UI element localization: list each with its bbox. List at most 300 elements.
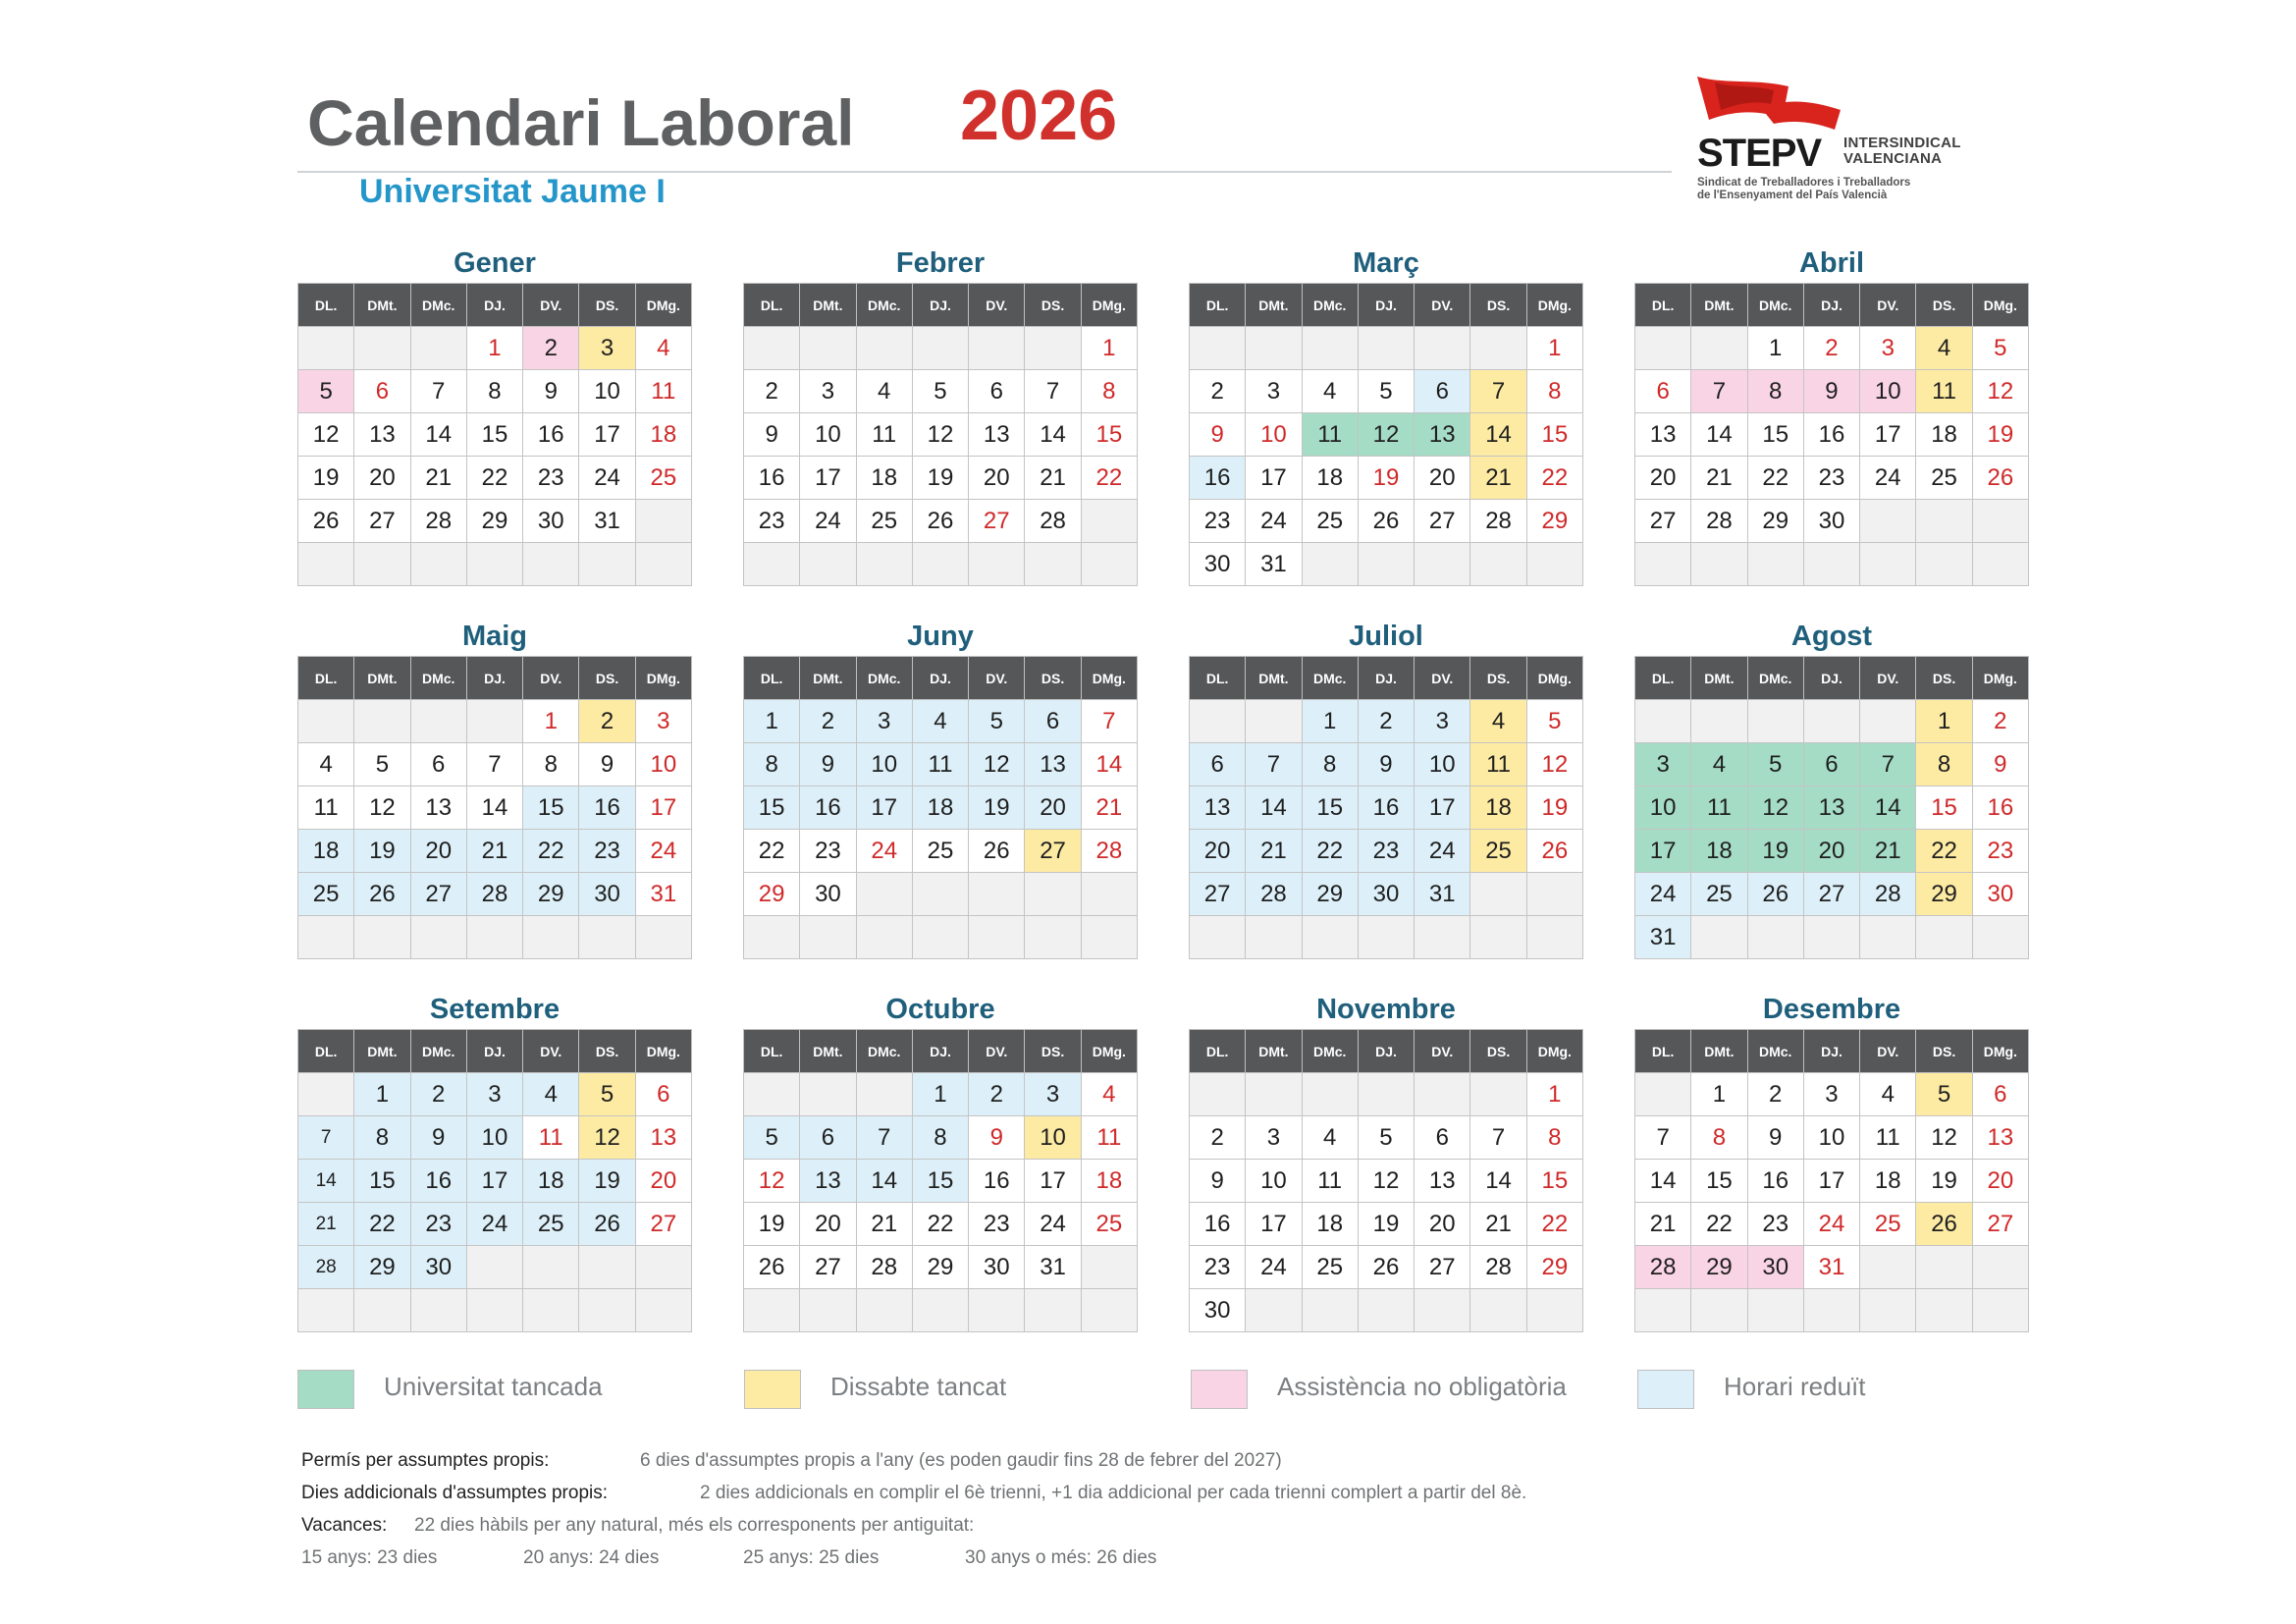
week-row <box>1635 786 2029 830</box>
day-cell: 30 <box>410 1246 466 1289</box>
day-cell: 28 <box>1470 500 1526 543</box>
empty-cell <box>856 1073 912 1116</box>
day-cell: 12 <box>1916 1116 1972 1160</box>
day-cell: 19 <box>298 457 354 500</box>
week-row <box>1190 457 1583 500</box>
empty-cell <box>1635 327 1691 370</box>
day-cell: 8 <box>1526 1116 1582 1160</box>
day-cell: 5 <box>744 1116 800 1160</box>
month-gener <box>297 244 692 586</box>
day-cell: 27 <box>800 1246 856 1289</box>
week-row <box>1190 1116 1583 1160</box>
week-row <box>744 457 1138 500</box>
day-cell: 29 <box>912 1246 968 1289</box>
empty-cell <box>1358 1289 1414 1332</box>
week-row <box>744 1160 1138 1203</box>
weekday-header: DMt. <box>1691 284 1747 327</box>
weekday-header: DJ. <box>466 657 522 700</box>
month-table <box>743 1029 1138 1332</box>
day-cell: 8 <box>1302 743 1358 786</box>
day-cell: 6 <box>1025 700 1081 743</box>
day-cell: 13 <box>800 1160 856 1203</box>
day-cell: 6 <box>635 1073 691 1116</box>
day-cell: 18 <box>1302 457 1358 500</box>
empty-cell <box>298 327 354 370</box>
day-cell: 19 <box>1972 413 2028 457</box>
week-row <box>744 370 1138 413</box>
month-setembre <box>297 990 692 1332</box>
empty-cell <box>466 1289 522 1332</box>
weekday-header: DL. <box>298 1030 354 1073</box>
day-cell: 19 <box>579 1160 635 1203</box>
empty-cell <box>856 873 912 916</box>
day-cell: 9 <box>523 370 579 413</box>
day-cell: 16 <box>1972 786 2028 830</box>
empty-cell <box>912 327 968 370</box>
day-cell: 22 <box>912 1203 968 1246</box>
empty-cell <box>579 916 635 959</box>
legend-label: Horari reduït <box>1724 1372 1866 1401</box>
day-cell: 4 <box>1081 1073 1137 1116</box>
day-cell: 10 <box>1803 1116 1859 1160</box>
day-cell: 4 <box>856 370 912 413</box>
day-cell: 3 <box>1025 1073 1081 1116</box>
day-cell: 18 <box>856 457 912 500</box>
day-cell: 17 <box>466 1160 522 1203</box>
weekday-header: DJ. <box>1358 657 1414 700</box>
day-cell: 1 <box>1081 327 1137 370</box>
empty-cell <box>800 1073 856 1116</box>
logo-line-2: VALENCIANA <box>1843 149 1943 167</box>
month-name: Setembre <box>429 994 561 1025</box>
weekday-header: DV. <box>1860 657 1916 700</box>
week-row <box>1190 370 1583 413</box>
day-cell: 17 <box>1246 457 1302 500</box>
empty-cell <box>1190 327 1246 370</box>
month-table <box>297 656 692 959</box>
day-cell: 14 <box>1246 786 1302 830</box>
empty-cell <box>1246 700 1302 743</box>
day-cell: 2 <box>1190 1116 1246 1160</box>
empty-cell <box>1470 543 1526 586</box>
month-table <box>1634 656 2029 959</box>
day-cell: 21 <box>1246 830 1302 873</box>
weekday-header: DS. <box>1025 1030 1081 1073</box>
empty-cell <box>1916 916 1972 959</box>
weekday-header-row <box>1190 1030 1583 1073</box>
weekday-header: DV. <box>969 1030 1025 1073</box>
day-cell: 29 <box>1916 873 1972 916</box>
day-cell: 11 <box>1916 370 1972 413</box>
day-cell: 17 <box>1025 1160 1081 1203</box>
weekday-header-row <box>298 657 692 700</box>
day-cell: 27 <box>1415 500 1470 543</box>
empty-cell <box>1526 1289 1582 1332</box>
day-cell: 14 <box>410 413 466 457</box>
day-cell: 13 <box>354 413 410 457</box>
day-cell: 13 <box>1635 413 1691 457</box>
weekday-header: DS. <box>1025 284 1081 327</box>
day-cell: 14 <box>1081 743 1137 786</box>
empty-cell <box>1916 543 1972 586</box>
day-cell: 26 <box>354 873 410 916</box>
day-cell: 1 <box>354 1073 410 1116</box>
weekday-header: DMg. <box>1972 284 2028 327</box>
day-cell: 22 <box>523 830 579 873</box>
day-cell: 16 <box>1190 1203 1246 1246</box>
day-cell: 13 <box>1190 786 1246 830</box>
day-cell: 20 <box>800 1203 856 1246</box>
day-cell: 23 <box>523 457 579 500</box>
empty-cell <box>466 543 522 586</box>
empty-cell <box>1635 1289 1691 1332</box>
day-cell: 30 <box>523 500 579 543</box>
weekday-header: DL. <box>1635 657 1691 700</box>
week-row <box>1635 916 2029 959</box>
empty-cell <box>298 700 354 743</box>
day-cell: 8 <box>744 743 800 786</box>
day-cell: 8 <box>1916 743 1972 786</box>
empty-cell <box>523 1289 579 1332</box>
stepv-logo <box>1683 75 1988 202</box>
weekday-header: DV. <box>523 284 579 327</box>
week-row <box>1635 500 2029 543</box>
empty-cell <box>1747 543 1803 586</box>
weekday-header-row <box>1190 657 1583 700</box>
month-juliol <box>1189 617 1583 959</box>
weekday-header: DMc. <box>1302 284 1358 327</box>
day-cell: 30 <box>1803 500 1859 543</box>
day-cell: 6 <box>410 743 466 786</box>
empty-cell <box>1470 1289 1526 1332</box>
day-cell: 25 <box>1860 1203 1916 1246</box>
weekday-header: DMt. <box>800 1030 856 1073</box>
day-cell: 27 <box>1972 1203 2028 1246</box>
logo-tagline-2: de l'Ensenyament del País Valencià <box>1697 189 1888 202</box>
day-cell: 3 <box>1803 1073 1859 1116</box>
day-cell: 14 <box>466 786 522 830</box>
day-cell: 26 <box>298 500 354 543</box>
week-row <box>298 743 692 786</box>
day-cell: 16 <box>523 413 579 457</box>
day-cell: 22 <box>354 1203 410 1246</box>
day-cell: 11 <box>523 1116 579 1160</box>
day-cell: 16 <box>1747 1160 1803 1203</box>
day-cell: 3 <box>1415 700 1470 743</box>
day-cell: 30 <box>1972 873 2028 916</box>
week-row <box>1190 830 1583 873</box>
empty-cell <box>354 700 410 743</box>
day-cell: 10 <box>635 743 691 786</box>
day-cell: 27 <box>1415 1246 1470 1289</box>
weekday-header: DL. <box>1635 284 1691 327</box>
empty-cell <box>744 916 800 959</box>
week-row <box>744 1289 1138 1332</box>
day-cell: 22 <box>1526 457 1582 500</box>
day-cell: 27 <box>969 500 1025 543</box>
weekday-header: DMg. <box>1972 1030 2028 1073</box>
day-cell: 25 <box>1081 1203 1137 1246</box>
day-cell: 3 <box>856 700 912 743</box>
week-row <box>1190 743 1583 786</box>
day-cell: 6 <box>1803 743 1859 786</box>
day-cell: 25 <box>635 457 691 500</box>
day-cell: 29 <box>1691 1246 1747 1289</box>
weekday-header: DMt. <box>354 657 410 700</box>
day-cell: 24 <box>635 830 691 873</box>
weekday-header: DS. <box>1470 1030 1526 1073</box>
weekday-header: DMg. <box>635 657 691 700</box>
day-cell: 13 <box>1972 1116 2028 1160</box>
empty-cell <box>1470 327 1526 370</box>
day-cell: 3 <box>635 700 691 743</box>
empty-cell <box>969 916 1025 959</box>
weekday-header: DMt. <box>1691 1030 1747 1073</box>
day-cell: 21 <box>298 1203 354 1246</box>
day-cell: 30 <box>1358 873 1414 916</box>
day-cell: 2 <box>1747 1073 1803 1116</box>
week-row <box>1190 1289 1583 1332</box>
week-row <box>1635 1203 2029 1246</box>
week-row <box>744 830 1138 873</box>
week-row <box>298 830 692 873</box>
weekday-header: DMg. <box>1972 657 2028 700</box>
week-row <box>298 543 692 586</box>
day-cell: 28 <box>1025 500 1081 543</box>
empty-cell <box>1025 327 1081 370</box>
day-cell: 25 <box>1302 500 1358 543</box>
empty-cell <box>800 543 856 586</box>
day-cell: 27 <box>1635 500 1691 543</box>
empty-cell <box>410 1289 466 1332</box>
day-cell: 8 <box>1526 370 1582 413</box>
empty-cell <box>1470 1073 1526 1116</box>
day-cell: 24 <box>1635 873 1691 916</box>
weekday-header: DL. <box>298 657 354 700</box>
day-cell: 19 <box>912 457 968 500</box>
empty-cell <box>410 916 466 959</box>
day-cell: 31 <box>1025 1246 1081 1289</box>
day-cell: 24 <box>856 830 912 873</box>
day-cell: 1 <box>523 700 579 743</box>
day-cell: 24 <box>579 457 635 500</box>
day-cell: 19 <box>1916 1160 1972 1203</box>
personal-leave-label: Permís per assumptes propis: <box>301 1450 550 1471</box>
day-cell: 20 <box>635 1160 691 1203</box>
empty-cell <box>1803 700 1859 743</box>
day-cell: 15 <box>1691 1160 1747 1203</box>
week-row <box>744 500 1138 543</box>
week-row <box>298 1073 692 1116</box>
day-cell: 4 <box>1691 743 1747 786</box>
weekday-header: DMc. <box>1302 1030 1358 1073</box>
empty-cell <box>1246 1289 1302 1332</box>
seniority-20: 20 anys: 24 dies <box>523 1547 660 1568</box>
month-name: Febrer <box>895 247 986 279</box>
day-cell: 6 <box>969 370 1025 413</box>
month-table <box>1189 283 1583 586</box>
legend-swatch-reduced <box>1637 1370 1694 1409</box>
empty-cell <box>1860 700 1916 743</box>
weekday-header: DMc. <box>1302 657 1358 700</box>
day-cell: 22 <box>466 457 522 500</box>
empty-cell <box>744 1289 800 1332</box>
empty-cell <box>1691 327 1747 370</box>
day-cell: 20 <box>1415 1203 1470 1246</box>
day-cell: 1 <box>912 1073 968 1116</box>
day-cell: 8 <box>1691 1116 1747 1160</box>
weekday-header: DL. <box>744 284 800 327</box>
week-row <box>744 543 1138 586</box>
day-cell: 2 <box>1803 327 1859 370</box>
week-row <box>1635 873 2029 916</box>
empty-cell <box>579 1289 635 1332</box>
week-row <box>1635 1160 2029 1203</box>
weekday-header: DV. <box>1860 1030 1916 1073</box>
day-cell: 22 <box>1081 457 1137 500</box>
day-cell: 3 <box>1635 743 1691 786</box>
day-cell: 27 <box>1025 830 1081 873</box>
empty-cell <box>1190 1073 1246 1116</box>
week-row <box>1190 1160 1583 1203</box>
empty-cell <box>1860 916 1916 959</box>
day-cell: 10 <box>466 1116 522 1160</box>
day-cell: 20 <box>969 457 1025 500</box>
day-cell: 8 <box>912 1116 968 1160</box>
empty-cell <box>298 916 354 959</box>
month-name: Octubre <box>885 994 995 1025</box>
day-cell: 26 <box>1358 1246 1414 1289</box>
empty-cell <box>635 543 691 586</box>
day-cell: 28 <box>1470 1246 1526 1289</box>
day-cell: 21 <box>410 457 466 500</box>
day-cell: 28 <box>410 500 466 543</box>
day-cell: 26 <box>579 1203 635 1246</box>
additional-days-text: 2 dies addicionals en complir el 6è trienni, +1 dia addicional per cada trienni complert a partir del 8è. <box>700 1483 1527 1503</box>
year-title: 2026 <box>960 77 1118 155</box>
day-cell: 12 <box>298 413 354 457</box>
day-cell: 9 <box>1190 1160 1246 1203</box>
day-cell: 28 <box>856 1246 912 1289</box>
day-cell: 3 <box>1246 370 1302 413</box>
legend-label: Universitat tancada <box>384 1372 603 1401</box>
day-cell: 3 <box>579 327 635 370</box>
day-cell: 17 <box>1803 1160 1859 1203</box>
day-cell: 20 <box>1025 786 1081 830</box>
empty-cell <box>856 1289 912 1332</box>
week-row <box>1635 543 2029 586</box>
empty-cell <box>579 1246 635 1289</box>
empty-cell <box>1246 327 1302 370</box>
month-març <box>1189 244 1583 586</box>
empty-cell <box>410 327 466 370</box>
day-cell: 7 <box>1860 743 1916 786</box>
empty-cell <box>354 327 410 370</box>
weekday-header: DMt. <box>1246 284 1302 327</box>
day-cell: 26 <box>969 830 1025 873</box>
week-row <box>1190 543 1583 586</box>
empty-cell <box>523 543 579 586</box>
day-cell: 7 <box>298 1116 354 1160</box>
weekday-header: DMt. <box>354 284 410 327</box>
empty-cell <box>1916 1246 1972 1289</box>
day-cell: 12 <box>744 1160 800 1203</box>
day-cell: 19 <box>1526 786 1582 830</box>
weekday-header: DS. <box>1470 657 1526 700</box>
empty-cell <box>1081 543 1137 586</box>
day-cell: 8 <box>1081 370 1137 413</box>
day-cell: 24 <box>1860 457 1916 500</box>
empty-cell <box>1526 543 1582 586</box>
day-cell: 11 <box>1302 1160 1358 1203</box>
empty-cell <box>635 500 691 543</box>
week-row <box>1635 1116 2029 1160</box>
empty-cell <box>298 1073 354 1116</box>
day-cell: 6 <box>1972 1073 2028 1116</box>
day-cell: 16 <box>579 786 635 830</box>
empty-cell <box>1358 327 1414 370</box>
seniority-30: 30 anys o més: 26 dies <box>965 1547 1157 1568</box>
day-cell: 3 <box>466 1073 522 1116</box>
empty-cell <box>800 1289 856 1332</box>
weekday-header-row <box>744 1030 1138 1073</box>
month-name: Gener <box>454 247 536 279</box>
day-cell: 18 <box>523 1160 579 1203</box>
day-cell: 17 <box>1635 830 1691 873</box>
day-cell: 29 <box>1526 1246 1582 1289</box>
day-cell: 17 <box>1246 1203 1302 1246</box>
month-table <box>1189 656 1583 959</box>
week-row <box>1635 327 2029 370</box>
empty-cell <box>1025 916 1081 959</box>
day-cell: 20 <box>410 830 466 873</box>
day-cell: 1 <box>1526 1073 1582 1116</box>
week-row <box>298 457 692 500</box>
empty-cell <box>1302 543 1358 586</box>
weekday-header: DS. <box>1470 284 1526 327</box>
month-name: Desembre <box>1762 994 1901 1025</box>
weekday-header: DMc. <box>410 1030 466 1073</box>
legend-swatch-assistance <box>1191 1370 1248 1409</box>
empty-cell <box>856 543 912 586</box>
day-cell: 16 <box>1190 457 1246 500</box>
day-cell: 23 <box>1358 830 1414 873</box>
weekday-header: DL. <box>1635 1030 1691 1073</box>
empty-cell <box>969 1289 1025 1332</box>
empty-cell <box>410 700 466 743</box>
empty-cell <box>1415 543 1470 586</box>
week-row <box>298 786 692 830</box>
day-cell: 19 <box>1747 830 1803 873</box>
day-cell: 21 <box>1081 786 1137 830</box>
week-row <box>744 916 1138 959</box>
day-cell: 10 <box>579 370 635 413</box>
day-cell: 30 <box>800 873 856 916</box>
day-cell: 29 <box>1747 500 1803 543</box>
day-cell: 26 <box>912 500 968 543</box>
week-row <box>744 743 1138 786</box>
day-cell: 11 <box>912 743 968 786</box>
month-juny <box>743 617 1138 959</box>
day-cell: 20 <box>1190 830 1246 873</box>
empty-cell <box>579 543 635 586</box>
weekday-header: DS. <box>1916 657 1972 700</box>
weekday-header: DMt. <box>1691 657 1747 700</box>
week-row <box>744 413 1138 457</box>
month-name: Març <box>1353 247 1419 279</box>
day-cell: 31 <box>635 873 691 916</box>
week-row <box>744 700 1138 743</box>
